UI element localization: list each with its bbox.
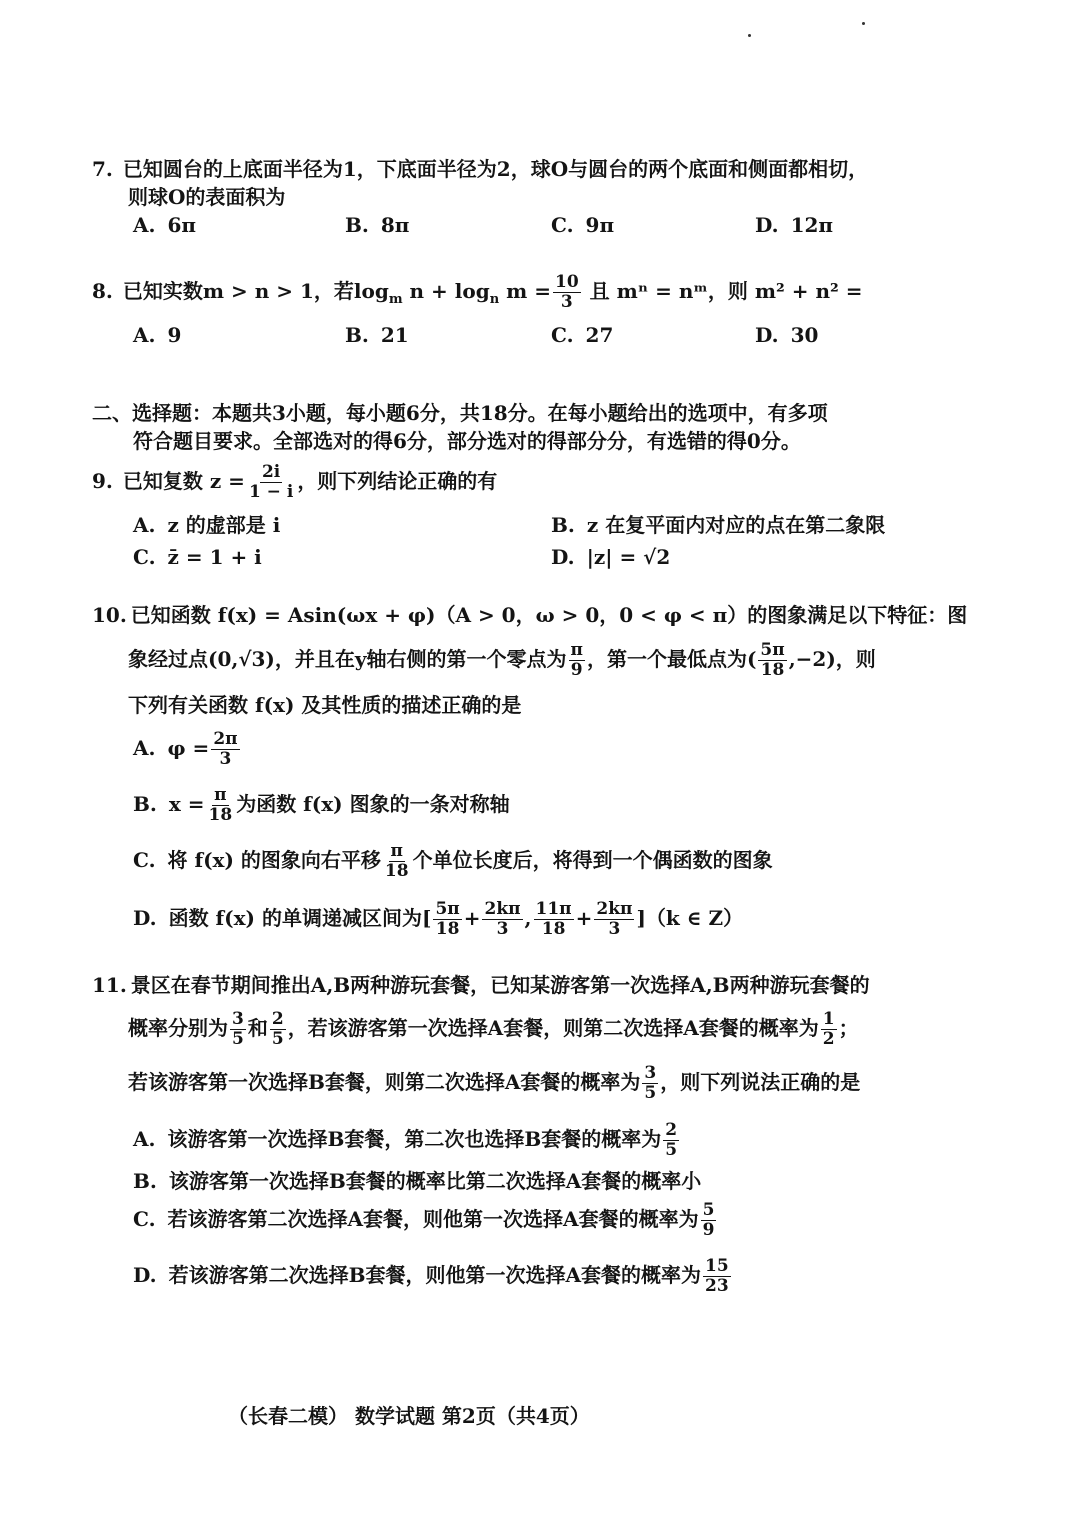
q8-option-d: D. 30 (755, 323, 819, 347)
q7-option-b: B. 8π (345, 213, 410, 237)
q11-line3: 若该游客第一次选择B套餐，则第二次选择A套餐的概率为 $\frac{3}{5}$ ，则下列说法正确的是 (128, 1063, 861, 1103)
section2-line1: 二、选择题：本题共3小题，每小题6分，共18分。在每小题给出的选项中，有多项 (92, 401, 828, 425)
q7-line1 (92, 156, 868, 182)
q10-option-b: B. x = $\frac{\pi}{18}$ 为函数 f(x) 图象的一条对称轴 (133, 785, 510, 825)
scan-speck (748, 34, 751, 37)
q9-option-d: D. |z| = √2 (551, 545, 671, 569)
q11-line1: 11. 景区在春节期间推出A,B两种游玩套餐，已知某游客第一次选择A,B两种游玩套餐的 (92, 973, 870, 997)
q10-option-c: C. 将 f(x) 的图象向右平移 $\frac{\pi}{18}$ 个单位长度后，将得到一个偶函数的图象 (133, 841, 773, 881)
q9-line1: 9. 已知复数 z = $\frac{2i}{1 - i}$ ，则下列结论正确的有 (92, 458, 497, 504)
q9-option-a: A. z 的虚部是 i (133, 513, 281, 537)
q11-option-a: A. 该游客第一次选择B套餐，第二次也选择B套餐的概率为 $\frac{2}{5}$ (133, 1120, 678, 1160)
page-footer: （长春二模） 数学试题 第2页（共4页） (228, 1404, 590, 1428)
q7-option-a: A. 6π (133, 213, 197, 237)
scan-speck (862, 22, 865, 25)
q9-option-c: C. z̄ = 1 + i (133, 545, 262, 569)
q7-number: 7. (92, 157, 113, 181)
q8-option-b: B. 21 (345, 323, 409, 347)
q10-number: 10. (92, 603, 127, 627)
q7-option-d: D. 12π (755, 213, 834, 237)
q8-number: 8. (92, 279, 113, 303)
q8-fraction: $\frac{10}{3}$ (555, 272, 579, 312)
q11-option-c: C. 若该游客第二次选择A套餐，则他第一次选择A套餐的概率为 $\frac{5}{9}$ (133, 1200, 715, 1240)
section2-line2: 符合题目要求。全部选对的得6分，部分选对的得部分分，有选错的得0分。 (133, 429, 801, 453)
q8-option-a: A. 9 (133, 323, 182, 347)
q10-line2: 象经过点(0,√3)，并且在y轴右侧的第一个零点为 $\frac{\pi}{9}$ ，第一个最低点为( $\frac{5\pi}{18}$ ,−2)，则 (128, 640, 876, 680)
q7-text: 已知圆台的上底面半径为1，下底面半径为2，球O与圆台的两个底面和侧面都相切， (122, 157, 869, 181)
q11-number: 11. (92, 973, 127, 997)
q7-line2: 则球O的表面积为 (128, 185, 286, 209)
q7-option-c: C. 9π (551, 213, 615, 237)
q9-option-b: B. z 在复平面内对应的点在第二象限 (551, 513, 886, 537)
q10-line3: 下列有关函数 f(x) 及其性质的描述正确的是 (128, 693, 522, 717)
q11-option-b: B. 该游客第一次选择B套餐的概率比第二次选择A套餐的概率小 (133, 1169, 702, 1193)
q10-option-d: D. 函数 f(x) 的单调递减区间为[ $\frac{5\pi}{18}$ + $\frac{2k\pi}{3}$ , $\frac{11\pi}{18}$ + $\frac{2k\pi}{3}$ ]（k ∈ Z） (133, 899, 744, 939)
q11-option-d: D. 若该游客第二次选择B套餐，则他第一次选择A套餐的概率为 $\frac{15}{23}$ (133, 1256, 729, 1296)
q9-fraction: $\frac{2i}{1 - i}$ (248, 462, 294, 502)
q8-line1: 8. 已知实数m > n > 1，若$\log_m n + \log_n m$ = $\frac{10}{3}$ 且 mⁿ = nᵐ，则 m² + n² = (92, 268, 863, 323)
q9-number: 9. (92, 469, 113, 493)
q10-line1: 10. 已知函数 f(x) = Asin(ωx + φ)（A > 0，ω > 0，0 < φ < π）的图象满足以下特征：图 (92, 603, 968, 627)
q10-option-a: A. φ = $\frac{2\pi}{3}$ (133, 729, 238, 769)
q11-line2: 概率分别为 $\frac{3}{5}$ 和 $\frac{2}{5}$ ，若该游客第一次选择A套餐，则第二次选择A套餐的概率为 $\frac{1}{2}$ ； (128, 1009, 859, 1049)
q8-option-c: C. 27 (551, 323, 614, 347)
